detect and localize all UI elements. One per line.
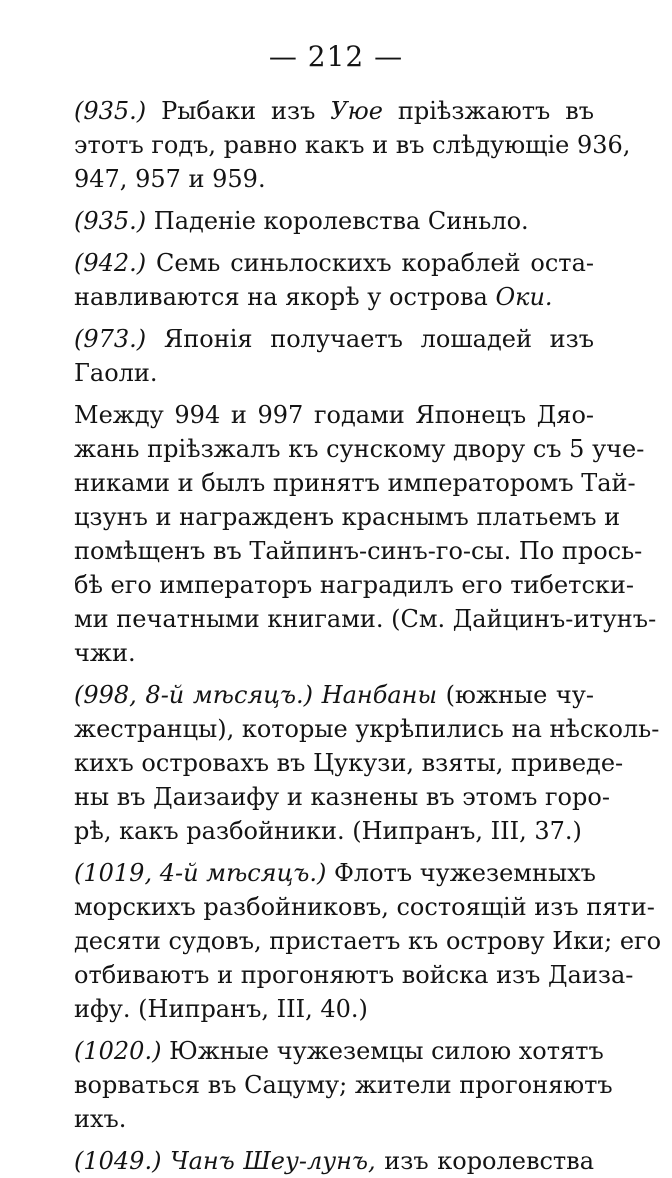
text-segment: десяти судовъ, пристаетъ къ острову Ики; его [74, 927, 662, 955]
page-number: — 212 — [268, 40, 404, 73]
entry-paragraph [74, 322, 594, 390]
text-line [74, 280, 594, 314]
text-line [74, 746, 624, 780]
text-segment: Рыбаки изъ [146, 97, 331, 125]
entry-paragraph [74, 678, 660, 848]
italic-segment: (1049.) Чанъ Шеу-лунъ, [74, 1147, 376, 1175]
italic-segment: (973.) [74, 325, 147, 353]
text-line [74, 246, 594, 280]
text-line [74, 356, 594, 390]
text-line [74, 924, 662, 958]
text-segment: рѣ, какъ разбойники. (Нипранъ, III, 37.) [74, 817, 582, 845]
text-segment: ми печатными книгами. (См. Дайцинъ-итунъ- [74, 605, 657, 633]
text-segment: Японія получаетъ лошадей изъ [146, 325, 594, 353]
text-line [74, 94, 594, 128]
text-segment: цзунъ и награжденъ краснымъ платьемъ и [74, 503, 621, 531]
text-segment: этотъ годъ, равно какъ и въ слѣдующіе 936, [74, 131, 631, 159]
text-line [74, 992, 594, 1026]
text-line [74, 958, 634, 992]
text-segment: жань пріѣзжалъ къ сунскому двору съ 5 уче- [74, 435, 645, 463]
text-segment: никами и былъ принятъ императоромъ Тай- [74, 469, 636, 497]
italic-segment: Оки. [495, 283, 553, 311]
text-segment: морскихъ разбойниковъ, состоящій изъ пяти- [74, 893, 655, 921]
italic-segment: (935.) [74, 97, 147, 125]
italic-segment: (1020.) [74, 1037, 162, 1065]
entry-paragraph [74, 856, 662, 1026]
text-segment: 947, 957 и 959. [74, 165, 266, 193]
text-line [74, 1102, 594, 1136]
text-segment: ворваться въ Сацуму; жители прогоняютъ [74, 1071, 613, 1099]
text-line [74, 398, 594, 432]
text-line [74, 712, 660, 746]
text-line [74, 500, 621, 534]
text-line [74, 1144, 594, 1178]
text-segment: ихъ. [74, 1105, 127, 1133]
text-line [74, 204, 594, 238]
text-line [74, 568, 635, 602]
italic-segment: (935.) [74, 207, 147, 235]
text-segment: Флотъ чужеземныхъ [326, 859, 596, 887]
text-segment: жестранцы), которые укрѣпились на нѣсколь- [74, 715, 660, 743]
text-line [74, 780, 610, 814]
text-segment: Южные чужеземцы силою хотятъ [161, 1037, 604, 1065]
text-line [74, 856, 594, 890]
text-line [74, 1034, 604, 1068]
text-line [74, 128, 631, 162]
entry-paragraph [74, 398, 657, 670]
italic-segment: (998, 8-й мѣсяцъ.) Нанбаны [74, 681, 438, 709]
text-segment: навливаются на якорѣ у острова [74, 283, 496, 311]
text-segment: кихъ островахъ въ Цукузи, взяты, приведе- [74, 749, 624, 777]
text-line [74, 636, 594, 670]
text-segment: бѣ его императоръ наградилъ его тибетски- [74, 571, 635, 599]
text-line [74, 814, 594, 848]
text-segment: помѣщенъ въ Тайпинъ-синъ-го-сы. По прось- [74, 537, 643, 565]
text-line [74, 1068, 613, 1102]
entry-paragraph [74, 246, 594, 314]
text-segment: Гаоли. [74, 359, 158, 387]
text-line [74, 322, 594, 356]
text-segment: чжи. [74, 639, 136, 667]
text-segment: Между 994 и 997 годами Японецъ Дяо- [74, 401, 594, 429]
text-segment: Семь синьлоскихъ кораблей оста- [146, 249, 594, 277]
text-segment: изъ королевства [375, 1147, 594, 1175]
text-segment: Паденіе королевства Синьло. [146, 207, 529, 235]
text-line [74, 602, 657, 636]
italic-segment: (1019, 4-й мѣсяцъ.) [74, 859, 327, 887]
entry-paragraph [74, 1034, 613, 1136]
text-line [74, 162, 594, 196]
text-segment: отбиваютъ и прогоняютъ войска изъ Даиза- [74, 961, 634, 989]
entry-paragraph [74, 204, 594, 238]
text-segment: ны въ Даизаифу и казнены въ этомъ горо- [74, 783, 610, 811]
text-line [74, 534, 643, 568]
text-line [74, 432, 645, 466]
entry-paragraph [74, 1144, 594, 1178]
text-segment: ифу. (Нипранъ, III, 40.) [74, 995, 368, 1023]
italic-segment: (942.) [74, 249, 147, 277]
italic-segment: Уюе [330, 97, 383, 125]
text-segment: пріѣзжаютъ въ [382, 97, 595, 125]
entry-paragraph [74, 94, 631, 196]
text-line [74, 890, 655, 924]
text-body [74, 94, 662, 1178]
text-line [74, 678, 594, 712]
text-line [74, 466, 636, 500]
text-segment: (южные чу- [437, 681, 594, 709]
